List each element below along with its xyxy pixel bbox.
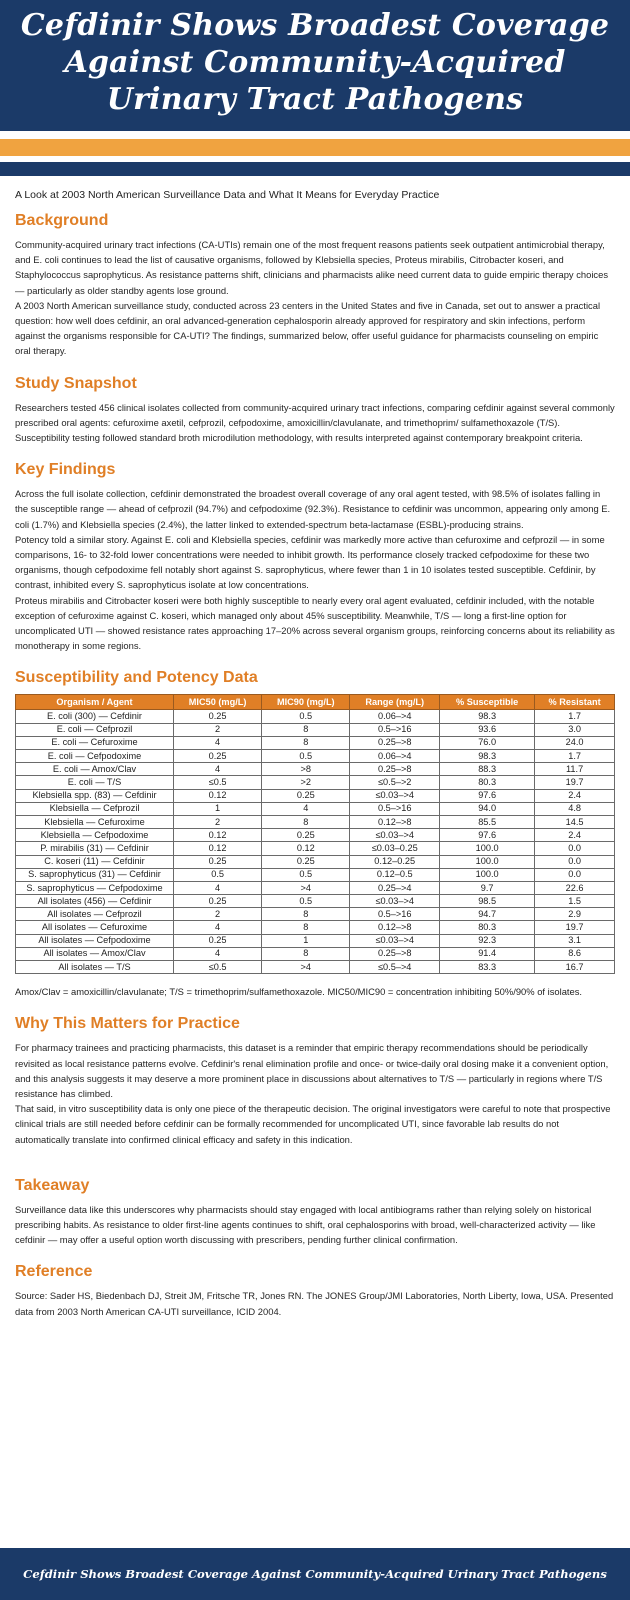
value-cell: 0.06–>4 bbox=[350, 710, 440, 723]
value-cell: 0.12 bbox=[174, 789, 262, 802]
table-row bbox=[16, 750, 615, 763]
value-cell: 94.7 bbox=[440, 908, 535, 921]
value-cell: 8 bbox=[262, 815, 350, 828]
value-cell: 4 bbox=[174, 921, 262, 934]
value-cell: 8 bbox=[262, 736, 350, 749]
table-row bbox=[16, 934, 615, 947]
section-key-findings bbox=[15, 459, 615, 653]
organism-agent-cell: Klebsiella spp. (83) — Cefdinir bbox=[16, 789, 174, 802]
value-cell: ≤0.03–>4 bbox=[350, 934, 440, 947]
value-cell: 0.25–>4 bbox=[350, 881, 440, 894]
column-header: % Susceptible bbox=[440, 695, 535, 710]
value-cell: 91.4 bbox=[440, 947, 535, 960]
organism-agent-cell: Klebsiella — Cefprozil bbox=[16, 802, 174, 815]
article-body bbox=[15, 188, 615, 1333]
paragraph: Surveillance data like this underscores why pharmacists should stay engaged with local antibiograms rather than relying solely on historical prescribing habits. As resistance to older first-line agents continues to shift, oral cephalosporins with broad, well-characterized activity — like cefdinir — may offer a useful option worth discussing with prescribers, pending further clinical confirmation. bbox=[15, 1203, 596, 1246]
section-practice bbox=[15, 1013, 615, 1146]
value-cell: 2 bbox=[174, 908, 262, 921]
table-row bbox=[16, 723, 615, 736]
value-cell: 8 bbox=[262, 921, 350, 934]
column-header: % Resistant bbox=[535, 695, 615, 710]
section-reference bbox=[15, 1261, 615, 1318]
section-takeaway bbox=[15, 1175, 615, 1248]
value-cell: 0.5 bbox=[262, 895, 350, 908]
table-row bbox=[16, 776, 615, 789]
value-cell: 4 bbox=[174, 947, 262, 960]
table-row bbox=[16, 961, 615, 974]
paragraph: Researchers tested 456 clinical isolates collected from community-acquired urinary tract infections, comparing cefdinir against several commonly prescribed oral agents: cefuroxime axetil, cefprozil, cefpodoxime, amoxicillin/clavulanate, and trimethoprim/ sulfamethoxazole (T/S). Susceptibility testing followed standard broth microdilution methodology, with results interpreted against contemporary breakpoint criteria. bbox=[15, 401, 615, 444]
value-cell: 85.5 bbox=[440, 815, 535, 828]
value-cell: 2.4 bbox=[535, 829, 615, 842]
value-cell: 0.25 bbox=[174, 750, 262, 763]
value-cell: 1 bbox=[174, 802, 262, 815]
table-footnote: Amox/Clav = amoxicillin/clavulanate; T/S = trimethoprim/sulfamethoxazole. MIC50/MIC90 = concentration inhibiting 50%/90% of isolates. bbox=[15, 986, 583, 998]
value-cell: 1.7 bbox=[535, 710, 615, 723]
value-cell: >2 bbox=[262, 776, 350, 789]
value-cell: 0.5 bbox=[262, 750, 350, 763]
value-cell: 0.12–0.5 bbox=[350, 868, 440, 881]
value-cell: 1 bbox=[262, 934, 350, 947]
organism-agent-cell: E. coli — T/S bbox=[16, 776, 174, 789]
value-cell: 0.5 bbox=[262, 710, 350, 723]
table-row bbox=[16, 789, 615, 802]
organism-agent-cell: All isolates — Cefpodoxime bbox=[16, 934, 174, 947]
value-cell: 97.6 bbox=[440, 789, 535, 802]
organism-agent-cell: E. coli (300) — Cefdinir bbox=[16, 710, 174, 723]
value-cell: 0.25–>8 bbox=[350, 947, 440, 960]
footer-banner bbox=[0, 1548, 630, 1600]
footer-title: Cefdinir Shows Broadest Coverage Against Community-Acquired Urinary Tract Pathogens bbox=[23, 1567, 607, 1581]
value-cell: 83.3 bbox=[440, 961, 535, 974]
organism-agent-cell: E. coli — Amox/Clav bbox=[16, 763, 174, 776]
paragraph: Community-acquired urinary tract infections (CA-UTIs) remain one of the most frequent reasons patients seek outpatient antimicrobial therapy, and E. coli continues to lead the list of causative organisms, followed by Klebsiella species, Proteus mirabilis, Citrobacter koseri, and Staphylococcus saprophyticus. As resistance patterns shift, clinicians and pharmacists alike need current data to guide empiric therapy choices — particularly as older standby agents lose ground. bbox=[15, 239, 609, 296]
organism-agent-cell: All isolates — T/S bbox=[16, 961, 174, 974]
susceptibility-table bbox=[15, 694, 615, 974]
value-cell: 0.25 bbox=[262, 855, 350, 868]
value-cell: 2.4 bbox=[535, 789, 615, 802]
value-cell: 1.7 bbox=[535, 750, 615, 763]
table-row bbox=[16, 829, 615, 842]
value-cell: 92.3 bbox=[440, 934, 535, 947]
value-cell: 8 bbox=[262, 908, 350, 921]
section-heading: Study Snapshot bbox=[15, 374, 137, 392]
value-cell: 4 bbox=[174, 736, 262, 749]
value-cell: 0.12 bbox=[174, 842, 262, 855]
value-cell: 2 bbox=[174, 723, 262, 736]
value-cell: 97.6 bbox=[440, 829, 535, 842]
organism-agent-cell: All isolates — Cefuroxime bbox=[16, 921, 174, 934]
table-row bbox=[16, 710, 615, 723]
value-cell: ≤0.03–>4 bbox=[350, 895, 440, 908]
value-cell: 80.3 bbox=[440, 921, 535, 934]
value-cell: 0.25 bbox=[174, 855, 262, 868]
value-cell: 16.7 bbox=[535, 961, 615, 974]
value-cell: 80.3 bbox=[440, 776, 535, 789]
value-cell: 4 bbox=[174, 763, 262, 776]
value-cell: >4 bbox=[262, 961, 350, 974]
value-cell: ≤0.03–>4 bbox=[350, 789, 440, 802]
value-cell: >8 bbox=[262, 763, 350, 776]
value-cell: 2 bbox=[174, 815, 262, 828]
value-cell: 100.0 bbox=[440, 842, 535, 855]
value-cell: 19.7 bbox=[535, 776, 615, 789]
value-cell: 1.5 bbox=[535, 895, 615, 908]
table-row bbox=[16, 881, 615, 894]
section-heading: Takeaway bbox=[15, 1176, 90, 1194]
value-cell: 0.5–>16 bbox=[350, 723, 440, 736]
organism-agent-cell: S. saprophyticus — Cefpodoxime bbox=[16, 881, 174, 894]
column-header: MIC50 (mg/L) bbox=[174, 695, 262, 710]
value-cell: 76.0 bbox=[440, 736, 535, 749]
paragraph: Proteus mirabilis and Citrobacter koseri were both highly susceptible to nearly every oral agent evaluated, cefdinir included, with the notable exception of cefuroxime against C. koseri, which managed only about 45% susceptibility. Meanwhile, T/S — long a first-line option for uncomplicated UTI — showed resistance rates approaching 17–20% across several organism groups, reinforcing concerns about its reliability as monotherapy in some regions. bbox=[15, 594, 615, 652]
paragraph: Potency told a similar story. Against E. coli and Klebsiella species, cefdinir was markedly more active than cefuroxime and cefprozil — in some comparisons, 16- to 32-fold lower concentrations were needed to inhibit growth. Its performance closely tracked cefpodoxime for these two organisms, though cefpodoxime fell notably short against S. saprophyticus, where fewer than 1 in 10 isolates tested susceptible. Cefdinir, by contrast, inhibited every S. saprophyticus isolate at low concentrations. bbox=[15, 533, 605, 591]
value-cell: 0.25 bbox=[262, 829, 350, 842]
value-cell: 100.0 bbox=[440, 868, 535, 881]
value-cell: 98.5 bbox=[440, 895, 535, 908]
value-cell: 0.12 bbox=[174, 829, 262, 842]
value-cell: 0.5–>16 bbox=[350, 802, 440, 815]
value-cell: 0.12 bbox=[262, 842, 350, 855]
table-row bbox=[16, 815, 615, 828]
table-row bbox=[16, 736, 615, 749]
table-row bbox=[16, 855, 615, 868]
section-heading: Reference bbox=[15, 1263, 93, 1281]
value-cell: ≤0.5–>4 bbox=[350, 961, 440, 974]
header-banner bbox=[0, 0, 630, 131]
value-cell: 100.0 bbox=[440, 855, 535, 868]
organism-agent-cell: All isolates — Amox/Clav bbox=[16, 947, 174, 960]
table-row bbox=[16, 868, 615, 881]
column-header: MIC90 (mg/L) bbox=[262, 695, 350, 710]
paragraph: Source: Sader HS, Biedenbach DJ, Streit JM, Fritsche TR, Jones RN. The JONES Group/JMI Laboratories, North Liberty, Iowa, USA. Presented data from 2003 North American CA-UTI surveillance, ICID 2004. bbox=[15, 1290, 614, 1317]
navy-divider bbox=[0, 162, 630, 176]
value-cell: ≤0.5 bbox=[174, 776, 262, 789]
value-cell: 0.5 bbox=[262, 868, 350, 881]
paragraph: For pharmacy trainees and practicing pharmacists, this dataset is a reminder that empiric therapy recommendations should be periodically revisited as local resistance patterns evolve. Cefdinir's renal elimination profile and once- or twice-daily oral dosing make it a convenient option, and this analysis suggests it may deserve a more prominent place in discussions about alternatives to T/S — particularly in regions where T/S resistance has climbed. bbox=[15, 1042, 609, 1100]
value-cell: 98.3 bbox=[440, 750, 535, 763]
value-cell: 0.5–>16 bbox=[350, 908, 440, 921]
section-heading: Background bbox=[15, 212, 109, 229]
value-cell: 11.7 bbox=[535, 763, 615, 776]
value-cell: ≤0.5 bbox=[174, 961, 262, 974]
section-study-snapshot bbox=[15, 373, 615, 446]
organism-agent-cell: E. coli — Cefpodoxime bbox=[16, 750, 174, 763]
organism-agent-cell: E. coli — Cefprozil bbox=[16, 723, 174, 736]
paragraph: Across the full isolate collection, cefdinir demonstrated the broadest overall coverage of any oral agent tested, with 98.5% of isolates falling in the susceptible range — ahead of cefprozil (94.7%) and cefpodoxime (92.3%). Resistance to cefdinir was uncommon, appearing only among E. coli (1.7%) and Klebsiella species (2.4%), the latter linked to extended-spectrum beta-lactamase (ESBL)-producing strains. bbox=[15, 488, 611, 530]
value-cell: 94.0 bbox=[440, 802, 535, 815]
organism-agent-cell: All isolates (456) — Cefdinir bbox=[16, 895, 174, 908]
table-row bbox=[16, 802, 615, 815]
page-title: Cefdinir Shows Broadest Coverage Against Community-Acquired Urinary Tract Pathogens bbox=[20, 8, 610, 117]
value-cell: 3.1 bbox=[535, 934, 615, 947]
column-header: Range (mg/L) bbox=[350, 695, 440, 710]
value-cell: 14.5 bbox=[535, 815, 615, 828]
value-cell: >4 bbox=[262, 881, 350, 894]
table-row bbox=[16, 763, 615, 776]
table-body bbox=[16, 710, 615, 974]
value-cell: 93.6 bbox=[440, 723, 535, 736]
value-cell: 0.0 bbox=[535, 868, 615, 881]
value-cell: 2.9 bbox=[535, 908, 615, 921]
value-cell: 0.25 bbox=[174, 934, 262, 947]
value-cell: 0.12–>8 bbox=[350, 921, 440, 934]
table-row bbox=[16, 947, 615, 960]
subtitle: A Look at 2003 North American Surveillance Data and What It Means for Everyday Practice bbox=[15, 189, 440, 201]
table-row bbox=[16, 842, 615, 855]
table-header-row bbox=[16, 695, 615, 710]
value-cell: ≤0.03–>4 bbox=[350, 829, 440, 842]
section-heading: Why This Matters for Practice bbox=[15, 1015, 240, 1033]
table-row bbox=[16, 895, 615, 908]
value-cell: 24.0 bbox=[535, 736, 615, 749]
value-cell: 9.7 bbox=[440, 881, 535, 894]
orange-divider bbox=[0, 139, 630, 156]
value-cell: 4.8 bbox=[535, 802, 615, 815]
organism-agent-cell: Klebsiella — Cefuroxime bbox=[16, 815, 174, 828]
organism-agent-cell: P. mirabilis (31) — Cefdinir bbox=[16, 842, 174, 855]
section-heading: Susceptibility and Potency Data bbox=[15, 669, 258, 687]
paragraph: A 2003 North American surveillance study, conducted across 23 centers in the United States and five in Canada, set out to answer a practical question: how well does cefdinir, an oral advanced-generation cephalosporin already approved for respiratory and skin infections, perform against the organisms responsible for CA-UTI? The findings, summarized below, offer useful guidance for pharmacists counseling on empiric oral therapy. bbox=[15, 299, 601, 357]
value-cell: 8 bbox=[262, 723, 350, 736]
value-cell: 0.0 bbox=[535, 855, 615, 868]
value-cell: 22.6 bbox=[535, 881, 615, 894]
value-cell: 0.25 bbox=[174, 710, 262, 723]
organism-agent-cell: E. coli — Cefuroxime bbox=[16, 736, 174, 749]
value-cell: ≤0.03–0.25 bbox=[350, 842, 440, 855]
column-header: Organism / Agent bbox=[16, 695, 174, 710]
value-cell: 0.25–>8 bbox=[350, 736, 440, 749]
organism-agent-cell: C. koseri (11) — Cefdinir bbox=[16, 855, 174, 868]
value-cell: 0.12–>8 bbox=[350, 815, 440, 828]
organism-agent-cell: All isolates — Cefprozil bbox=[16, 908, 174, 921]
value-cell: 0.0 bbox=[535, 842, 615, 855]
value-cell: ≤0.5–>2 bbox=[350, 776, 440, 789]
value-cell: 4 bbox=[262, 802, 350, 815]
section-susceptibility bbox=[15, 667, 615, 999]
table-row bbox=[16, 921, 615, 934]
table-row bbox=[16, 908, 615, 921]
value-cell: 98.3 bbox=[440, 710, 535, 723]
section-background bbox=[15, 210, 615, 359]
organism-agent-cell: S. saprophyticus (31) — Cefdinir bbox=[16, 868, 174, 881]
value-cell: 0.06–>4 bbox=[350, 750, 440, 763]
section-heading: Key Findings bbox=[15, 461, 116, 479]
value-cell: 19.7 bbox=[535, 921, 615, 934]
value-cell: 0.12–0.25 bbox=[350, 855, 440, 868]
organism-agent-cell: Klebsiella — Cefpodoxime bbox=[16, 829, 174, 842]
value-cell: 4 bbox=[174, 881, 262, 894]
paragraph: That said, in vitro susceptibility data is only one piece of the therapeutic decision. The original investigators were careful to note that prospective clinical trials are still needed before cefdinir can be formally recommended for uncomplicated UTI, since favorable lab results do not automatically translate into confirmed clinical efficacy and safety in this indication. bbox=[15, 1103, 611, 1145]
value-cell: 3.0 bbox=[535, 723, 615, 736]
value-cell: 88.3 bbox=[440, 763, 535, 776]
value-cell: 0.25–>8 bbox=[350, 763, 440, 776]
value-cell: 8.6 bbox=[535, 947, 615, 960]
value-cell: 0.25 bbox=[262, 789, 350, 802]
value-cell: 0.5 bbox=[174, 868, 262, 881]
value-cell: 0.25 bbox=[174, 895, 262, 908]
value-cell: 8 bbox=[262, 947, 350, 960]
